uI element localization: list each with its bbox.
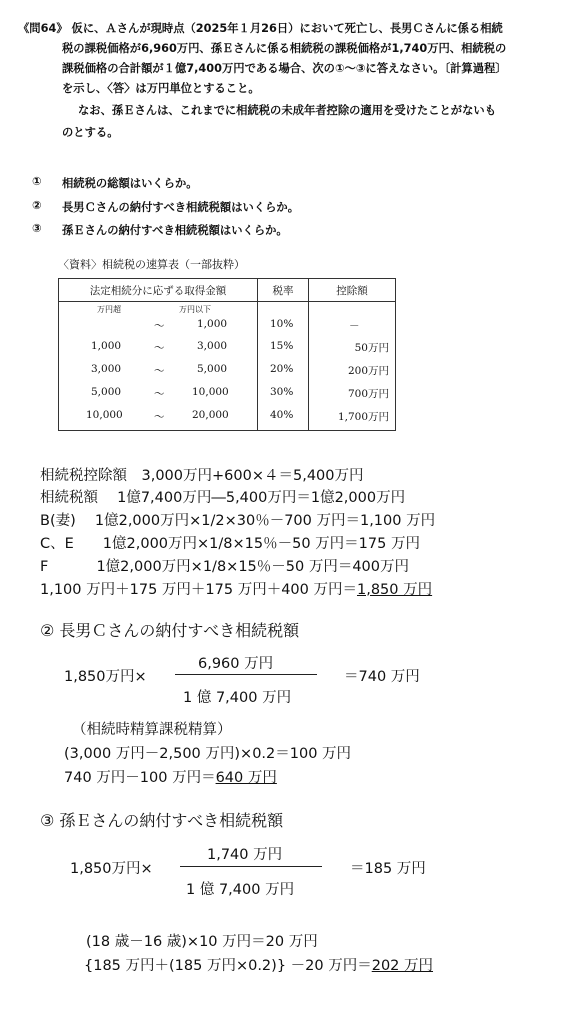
table-header: 税率 xyxy=(258,279,309,302)
range-from: 1,000 xyxy=(91,340,122,352)
question-line: のとする。 xyxy=(62,126,119,139)
range-tilde: ～ xyxy=(154,411,165,423)
fraction-result: ＝740 万円 xyxy=(344,669,420,685)
rate-cell: 40% xyxy=(270,409,294,421)
total-prefix: 1,100 万円＋175 万円＋175 万円＋400 万円＝ xyxy=(40,582,357,598)
tax-rate-table xyxy=(58,278,396,431)
fraction-denominator: 1 億 7,400 万円 xyxy=(186,882,295,898)
rate-cell: 30% xyxy=(270,386,294,398)
calc-line: 相続税額 1億7,400万円―5,400万円＝1億2,000万円 xyxy=(40,490,406,506)
subquestion-number: ① xyxy=(32,175,42,188)
table-caption: 〈資料〉相続税の速算表（一部抜粋） xyxy=(58,258,245,271)
deduction-cell: 1,700万円 xyxy=(337,411,389,423)
question-line: 課税価格の合計額が１億7,400万円である場合、次の①～③に答えなさい。〔計算過程〕 xyxy=(62,62,507,75)
table-header: 控除額 xyxy=(309,279,396,302)
calc-line xyxy=(84,954,433,975)
unit-label: 万円以下 xyxy=(179,305,211,314)
fraction-numerator: 6,960 万円 xyxy=(198,656,274,672)
calc-line: (18 歳－16 歳)×10 万円＝20 万円 xyxy=(86,934,318,950)
answer-3-result: 202 万円 xyxy=(371,958,434,974)
amount-column xyxy=(59,302,258,431)
fraction-denominator: 1 億 7,400 万円 xyxy=(183,690,292,706)
table-header: 法定相続分に応ずる取得金額 xyxy=(59,279,258,302)
calc-line xyxy=(64,766,277,787)
answer-3-heading: ③ 孫Ｅさんの納付すべき相続税額 xyxy=(40,811,284,830)
deduction-column xyxy=(309,302,396,431)
fraction-lhs: 1,850万円× xyxy=(70,861,153,877)
rate-column xyxy=(258,302,309,431)
fraction-numerator: 1,740 万円 xyxy=(207,847,283,863)
range-to: 5,000 xyxy=(197,363,228,375)
calc-line: F 1億2,000万円×1/8×15％－50 万円＝400万円 xyxy=(40,559,410,575)
range-to: 1,000 xyxy=(197,318,228,330)
fraction-bar xyxy=(180,866,322,867)
calc-prefix: 740 万円－100 万円＝ xyxy=(64,770,216,786)
question-line: なお、孫Ｅさんは、これまでに相続税の未成年者控除の適用を受けたことがないも xyxy=(78,104,496,117)
total-answer: 1,850 万円 xyxy=(356,582,433,598)
total-line xyxy=(40,578,432,599)
calc-line: C、E 1億2,000万円×1/8×15％－50 万円＝175 万円 xyxy=(40,536,420,552)
range-tilde: ～ xyxy=(154,365,165,377)
range-from: 5,000 xyxy=(91,386,122,398)
question-line: 税の課税価格が6,960万円、孫Ｅさんに係る相続税の課税価格が1,740万円、相続税の xyxy=(62,42,507,55)
question-line: 《問64》 仮に、Ａさんが現時点（2025年１月26日）において死亡し、長男Ｃさんに係る相続 xyxy=(18,22,503,35)
range-from: 3,000 xyxy=(91,363,122,375)
range-from: 10,000 xyxy=(86,409,123,421)
question-line: を示し、〈答〉は万円単位とすること。 xyxy=(62,82,260,95)
rate-cell: 15% xyxy=(270,340,294,352)
subquestion-text: 長男Ｃさんの納付すべき相続税額はいくらか。 xyxy=(62,201,300,214)
subquestion-text: 相続税の総額はいくらか。 xyxy=(62,177,198,190)
deduction-cell: － xyxy=(349,320,360,332)
unit-label: 万円超 xyxy=(97,305,121,314)
range-tilde: ～ xyxy=(154,320,165,332)
subquestion-number: ② xyxy=(32,199,42,212)
note-line: （相続時精算課税精算） xyxy=(72,722,232,738)
calc-prefix: {185 万円＋(185 万円×0.2)} －20 万円＝ xyxy=(84,958,372,974)
subquestion-text: 孫Ｅさんの納付すべき相続税額はいくらか。 xyxy=(62,224,288,237)
deduction-cell: 700万円 xyxy=(347,388,389,400)
deduction-cell: 200万円 xyxy=(347,365,389,377)
calc-line: B(妻) 1億2,000万円×1/2×30％－700 万円＝1,100 万円 xyxy=(40,513,436,529)
calc-line: (3,000 万円－2,500 万円)×0.2＝100 万円 xyxy=(64,746,352,762)
range-tilde: ～ xyxy=(154,342,165,354)
rate-cell: 10% xyxy=(270,318,294,330)
range-to: 10,000 xyxy=(192,386,229,398)
range-tilde: ～ xyxy=(154,388,165,400)
answer-2-result: 640 万円 xyxy=(215,770,277,786)
fraction-result: ＝185 万円 xyxy=(350,861,426,877)
calc-line: 相続税控除額 3,000万円+600×４＝5,400万円 xyxy=(40,468,364,484)
rate-cell: 20% xyxy=(270,363,294,375)
deduction-cell: 50万円 xyxy=(354,342,389,354)
range-to: 20,000 xyxy=(192,409,229,421)
subquestion-number: ③ xyxy=(32,222,42,235)
fraction-lhs: 1,850万円× xyxy=(64,669,147,685)
fraction-bar xyxy=(175,674,317,675)
answer-2-heading: ② 長男Ｃさんの納付すべき相続税額 xyxy=(40,621,300,640)
range-to: 3,000 xyxy=(197,340,228,352)
